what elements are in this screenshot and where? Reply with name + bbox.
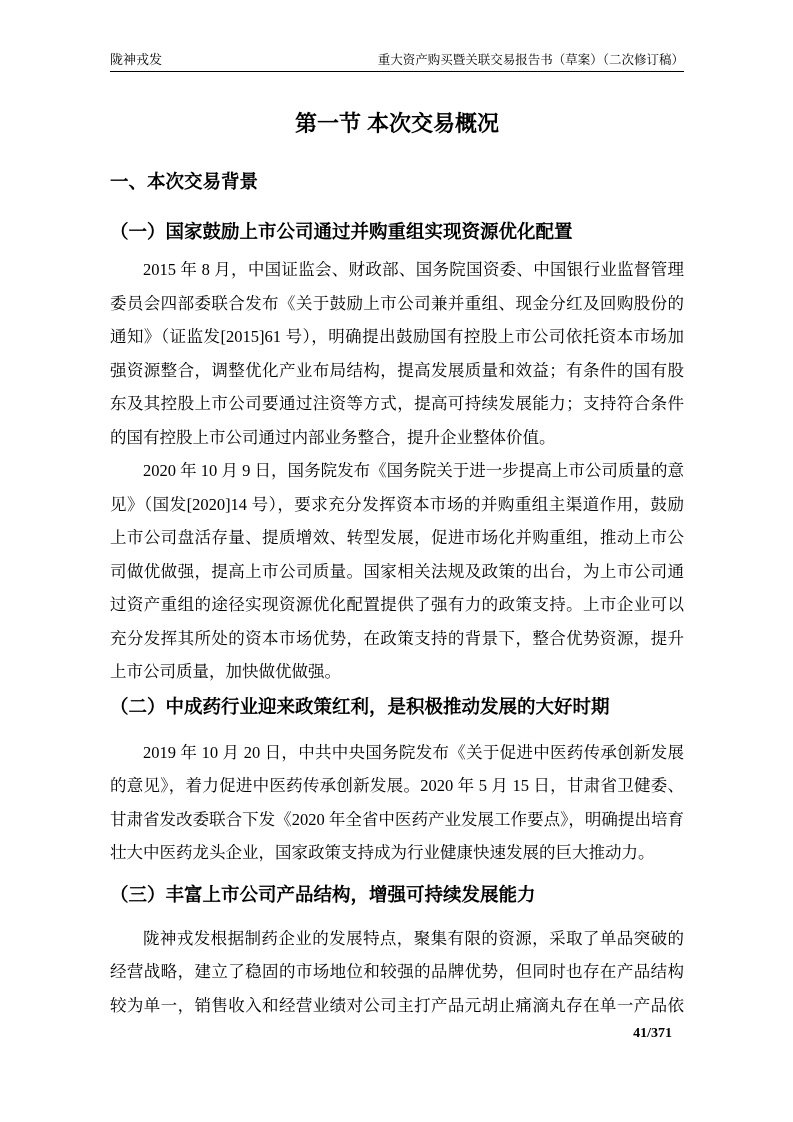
header-company-name: 陇神戎发 [110,52,163,67]
chapter-title: 第一节 本次交易概况 [294,111,500,136]
subsection-heading-1: （一）国家鼓励上市公司通过并购重组实现资源优化配置 [110,221,573,242]
paragraph-policy-2020: 2020 年 10 月 9 日，国务院发布《国务院关于进一步提高上市公司质量的意见》（国发[2020]14 号），要求充分发挥资本市场的并购重组主渠道作用，鼓励上市公司盘活存量、提质增效、转型发展，促进市场化并购重组，推动上市公司做优做强，提高上市公司质量。国家相关法规及政策的出台，为上市公司通过资产重组的途径实现资源优化配置提供了强有力的政策支持。上市企业可以充分发挥其所处的资本市场优势，在政策支持的背景下，整合优势资源，提升上市公司质量，加快做优做强。 [110,461,684,681]
header-report-title: 重大资产购买暨关联交易报告书（草案）（二次修订稿） [377,53,684,67]
section-heading-background: 一、本次交易背景 [110,171,259,192]
paragraph-product-structure: 陇神戎发根据制药企业的发展特点，聚集有限的资源，采取了单品突破的经营战略，建立了稳固的市场地位和较强的品牌优势，但同时也存在产品结构较为单一，销售收入和经营业绩对公司主打产品元胡止痛滴丸存在单一产品依 [110,928,684,1015]
subsection-heading-2: （二）中成药行业迎来政策红利，是积极推动发展的大好时期 [110,695,610,717]
page-number: 41/371 [633,1026,672,1041]
paragraph-tcm-policy: 2019 年 10 月 20 日，中共中央国务院发布《关于促进中医药传承创新发展的意见》，着力促进中医药传承创新发展。2020 年 5 月 15 日，甘肃省卫健委、甘肃省发改委联合下发《2020 年全省中医药产业发展工作要点》，明确提出培育壮大中医药龙头企业，国家政策支持成为行业健康快速发展的巨大推动力。 [110,742,684,862]
subsection-heading-3: （三）丰富上市公司产品结构，增强可持续发展能力 [110,883,536,905]
paragraph-policy-2015: 2015 年 8 月，中国证监会、财政部、国务院国资委、中国银行业监督管理委员会四部委联合发布《关于鼓励上市公司兼并重组、现金分红及回购股份的通知》（证监发[2015]61 号），明确提出鼓励国有控股上市公司依托资本市场加强资源整合，调整优化产业布局结构，提高发展质量和效益；有条件的国有股东及其控股上市公司要通过注资等方式，提高可持续发展能力；支持符合条件的国有控股上市公司通过内部业务整合，提升企业整体价值。 [110,260,684,447]
running-header [110,0,684,72]
